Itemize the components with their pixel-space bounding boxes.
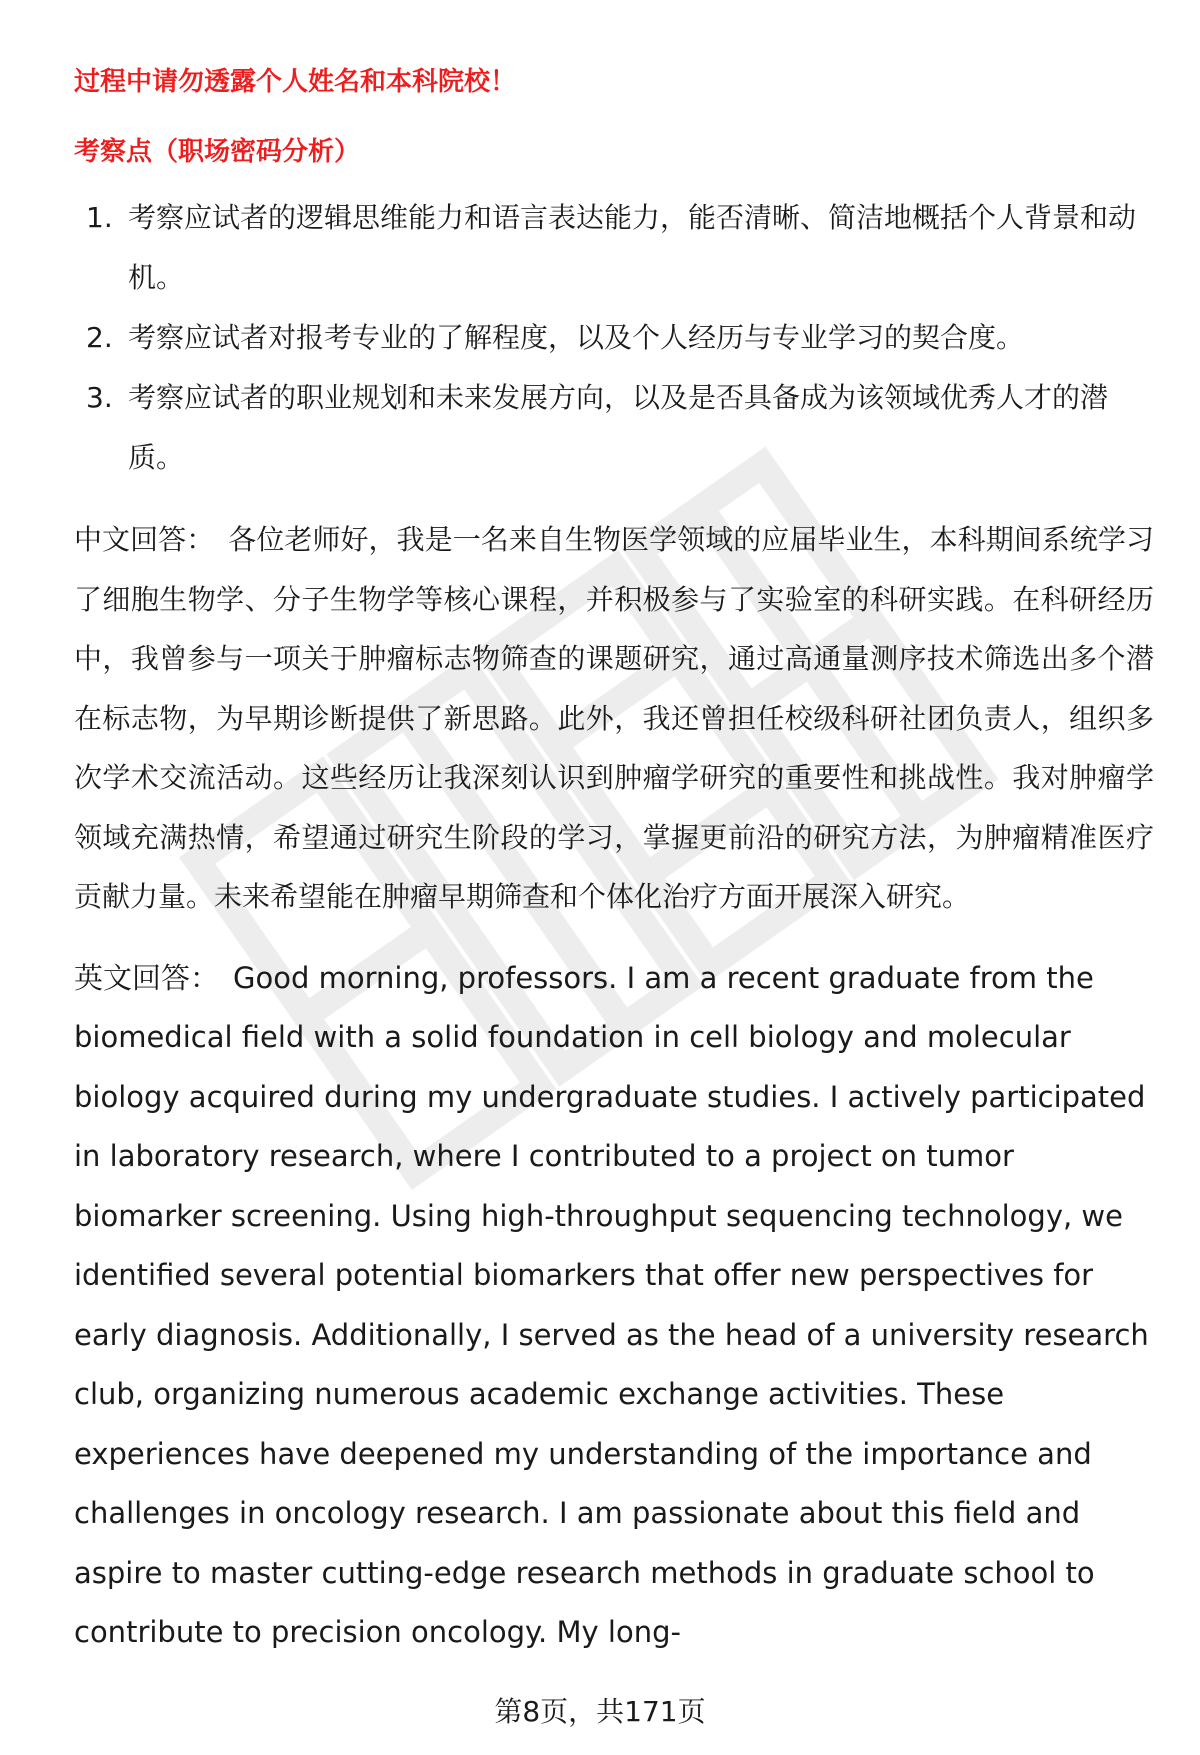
content-area	[74, 58, 1154, 1685]
list-item-text: 考察应试者的职业规划和未来发展方向，以及是否具备成为该领域优秀人才的潜质。	[128, 381, 1109, 474]
list-item-number: 3.	[86, 381, 113, 414]
assessment-points-list	[74, 188, 1154, 488]
english-answer-label: 英文回答：	[74, 960, 220, 995]
list-item	[74, 308, 1154, 368]
chinese-answer-label: 中文回答：	[74, 523, 215, 556]
page-number: 第8页，共171页	[0, 1690, 1200, 1734]
list-item-text: 考察应试者对报考专业的了解程度，以及个人经历与专业学习的契合度。	[128, 321, 1025, 354]
list-item-number: 1.	[86, 201, 113, 234]
list-item-number: 2.	[86, 321, 113, 354]
english-answer-text: Good morning, professors. I am a recent graduate from the biomedical field with a solid foundation in cell biology and molecular biology acquired during my undergraduate studies. I actively participated in laboratory research, where I contributed to a project on tumor biomarker screening. Using high-throughput sequencing technology, we identified several potential biomarkers that offer new perspectives for early diagnosis. Additionally, I served as the head of a university research club, organizing numerous academic exchange activities. These experiences have deepened my understanding of the importance and challenges in oncology research. I am passionate about this field and aspire to master cutting-edge research methods in graduate school to contribute to precision oncology. My long-	[74, 960, 1149, 1649]
english-answer	[74, 949, 1154, 1663]
chinese-answer-text: 各位老师好，我是一名来自生物医学领域的应届毕业生，本科期间系统学习了细胞生物学、分子生物学等核心课程，并积极参与了实验室的科研实践。在科研经历中，我曾参与一项关于肿瘤标志物筛查的课题研究，通过高通量测序技术筛选出多个潜在标志物，为早期诊断提供了新思路。此外，我还曾担任校级科研社团负责人，组织多次学术交流活动。这些经历让我深刻认识到肿瘤学研究的重要性和挑战性。我对肿瘤学领域充满热情，希望通过研究生阶段的学习，掌握更前沿的研究方法，为肿瘤精准医疗贡献力量。未来希望能在肿瘤早期筛查和个体化治疗方面开展深入研究。	[74, 523, 1154, 913]
privacy-warning: 过程中请勿透露个人姓名和本科院校！	[74, 67, 517, 97]
section-title: 考察点（职场密码分析）	[74, 137, 361, 167]
list-item	[74, 188, 1154, 308]
list-item-text: 考察应试者的逻辑思维能力和语言表达能力，能否清晰、简洁地概括个人背景和动机。	[128, 201, 1137, 294]
list-item	[74, 368, 1154, 488]
chinese-answer	[74, 510, 1154, 927]
